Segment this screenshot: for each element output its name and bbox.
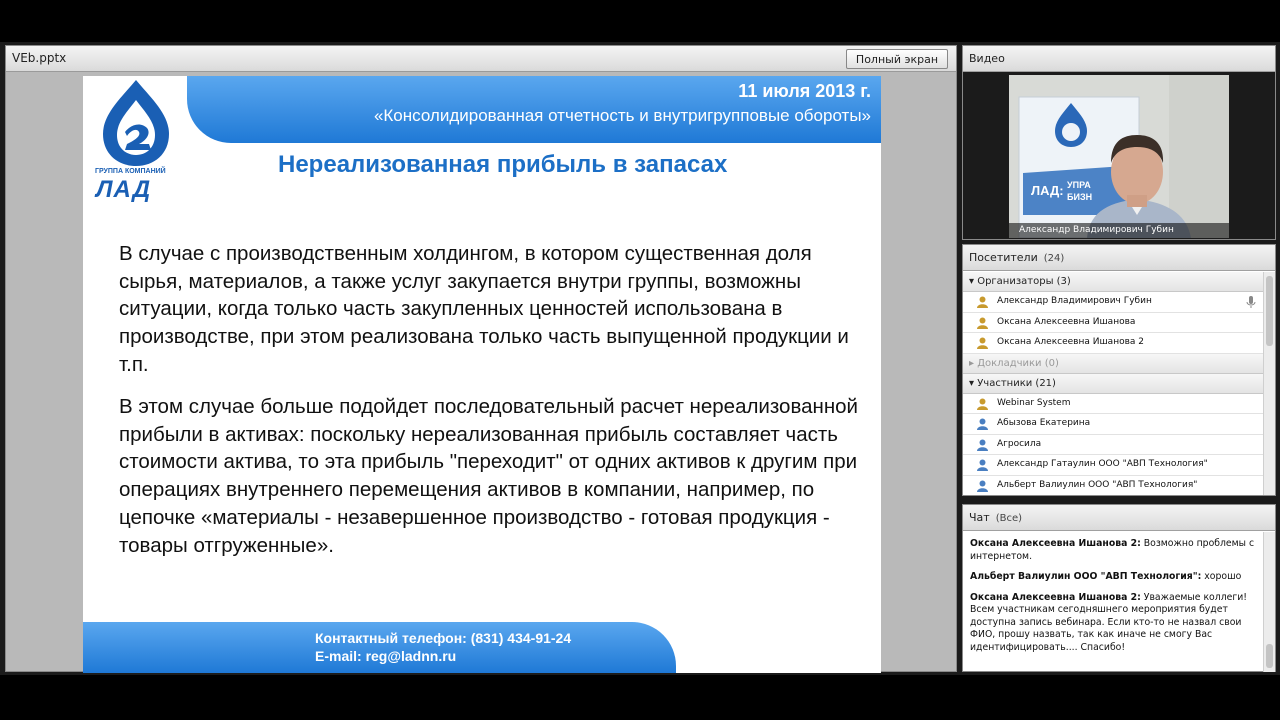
attendee-name: Александр Владимирович Губин	[997, 296, 1152, 306]
chat-filter[interactable]: (Все)	[995, 513, 1023, 524]
attendee-row[interactable]	[963, 333, 1265, 354]
chat-text: хорошо	[1204, 571, 1242, 582]
attendee-name: Альберт Валиулин ООО "АВП Технология"	[997, 479, 1198, 490]
attendee-name: Оксана Алексеевна Ишанова 2	[997, 337, 1144, 347]
attendee-list	[963, 272, 1265, 495]
fullscreen-button[interactable]: Полный экран	[846, 49, 948, 69]
participant-user-icon	[977, 480, 988, 492]
slide-paragraph: В случае с производственным холдингом, в котором существенная доля сырья, материалов, а также услуг закупается внутри группы, возможны ситуации, когда только часть закупленных ценностей использована в производстве, при этом реализована только часть выпущенной продукции и т.п.	[119, 242, 849, 376]
attendee-scrollbar[interactable]	[1263, 272, 1275, 495]
microphone-icon	[1245, 295, 1257, 309]
video-pod	[962, 45, 1276, 240]
chat-message	[970, 538, 1259, 563]
chat-messages	[963, 532, 1265, 672]
attendee-row[interactable]	[963, 435, 1265, 456]
participant-user-icon	[977, 439, 988, 451]
chat-scroll-thumb[interactable]	[1266, 644, 1273, 668]
chat-text: Возможно проблемы с интернетом.	[970, 538, 1255, 562]
attendee-row[interactable]	[963, 292, 1265, 313]
group-presenters[interactable]: ▸ Докладчики (0)	[963, 354, 1265, 374]
attendee-scroll-thumb[interactable]	[1266, 276, 1273, 346]
chat-author: Оксана Алексеевна Ишанова 2:	[970, 591, 1141, 603]
participant-user-icon	[977, 459, 988, 471]
contact-phone: Контактный телефон: (831) 434-91-24	[315, 630, 572, 646]
chat-author: Альберт Валиулин ООО "АВП Технология":	[970, 571, 1202, 582]
attendee-name: Webinar System	[997, 397, 1071, 408]
meeting-room	[0, 42, 1280, 675]
attendees-pod-titlebar	[963, 245, 1275, 271]
slide-date: 11 июля 2013 г.	[738, 81, 871, 101]
chat-message	[970, 592, 1259, 655]
banner-text: ЛАД:	[1031, 183, 1064, 198]
attendee-name: Абызова Екатерина	[997, 418, 1091, 428]
participant-user-icon	[977, 418, 988, 430]
group-label: Докладчики (0)	[977, 357, 1059, 369]
group-label: Участники (21)	[977, 377, 1056, 389]
slide-heading: Нереализованная прибыль в запасах	[278, 151, 728, 178]
attendees-pod	[962, 244, 1276, 496]
attendee-row[interactable]	[963, 455, 1265, 476]
host-user-icon	[977, 337, 988, 349]
host-user-icon	[977, 296, 988, 308]
presentation-file-name: VEb.pptx	[12, 51, 67, 65]
attendee-name: Александр Гатаулин ООО "АВП Технология"	[997, 459, 1208, 469]
slide-paragraph: В этом случае больше подойдет последовательный расчет нереализованной прибыли в активах: поскольку нереализованная прибыль составляет часть стоимости актива, то эта прибыль "переходит" от одних активов к другим при операциях внутреннего перемещения активов в компании, например, по цепочке «материалы - незавершенное производство - готовая продукция - товары отгруженные».	[119, 395, 859, 557]
attendees-title: Посетители	[969, 251, 1038, 264]
chat-message	[970, 571, 1259, 584]
chat-text: Уважаемые коллеги! Всем участникам сегодняшнего мероприятия будет доступна запись вебинара. Если кто-то не назвал свои ФИО, прошу назвать, так как иначе не смогу Вас идентифицировать.... Спасибо!	[970, 591, 1248, 653]
attendee-row[interactable]	[963, 313, 1265, 334]
attendee-row[interactable]	[963, 476, 1265, 496]
webcam-video[interactable]	[1009, 75, 1229, 238]
logo-caption: ГРУППА КОМПАНИЙ	[95, 168, 166, 175]
attendee-name: Оксана Алексеевна Ишанова	[997, 316, 1136, 327]
slide	[83, 76, 881, 673]
group-label: Организаторы (3)	[977, 276, 1071, 287]
host-user-icon	[977, 398, 988, 410]
presentation-pod	[5, 45, 957, 672]
chat-pod	[962, 504, 1276, 672]
logo-name: ЛАД	[96, 176, 152, 203]
group-hosts[interactable]: ▾ Организаторы (3)	[963, 272, 1265, 292]
contact-email: E-mail: reg@ladnn.ru	[315, 648, 457, 664]
slide-subtitle: «Консолидированная отчетность и внутригрупповые обороты»	[373, 106, 871, 125]
chat-pod-titlebar	[963, 505, 1275, 531]
host-user-icon	[977, 317, 988, 329]
slide-header-band	[187, 76, 881, 143]
chat-author: Оксана Алексеевна Ишанова 2:	[970, 538, 1141, 549]
attendee-row[interactable]	[963, 414, 1265, 435]
attendee-name: Агросила	[997, 438, 1042, 449]
video-pod-title: Видео	[969, 52, 1005, 65]
banner-text: БИЗН	[1067, 192, 1093, 202]
attendee-row[interactable]	[963, 394, 1265, 415]
presentation-titlebar	[6, 46, 956, 72]
group-participants[interactable]: ▾ Участники (21)	[963, 374, 1265, 394]
attendees-count: (24)	[1043, 253, 1065, 264]
chat-title: Чат	[969, 511, 990, 524]
slide-footer-band	[83, 622, 676, 673]
video-pod-titlebar	[963, 46, 1275, 72]
chat-scrollbar[interactable]	[1263, 532, 1275, 672]
webcam-scene-image	[1009, 75, 1229, 238]
speaker-name-caption: Александр Владимирович Губин	[1009, 223, 1229, 238]
banner-text: УПРА	[1067, 180, 1091, 190]
